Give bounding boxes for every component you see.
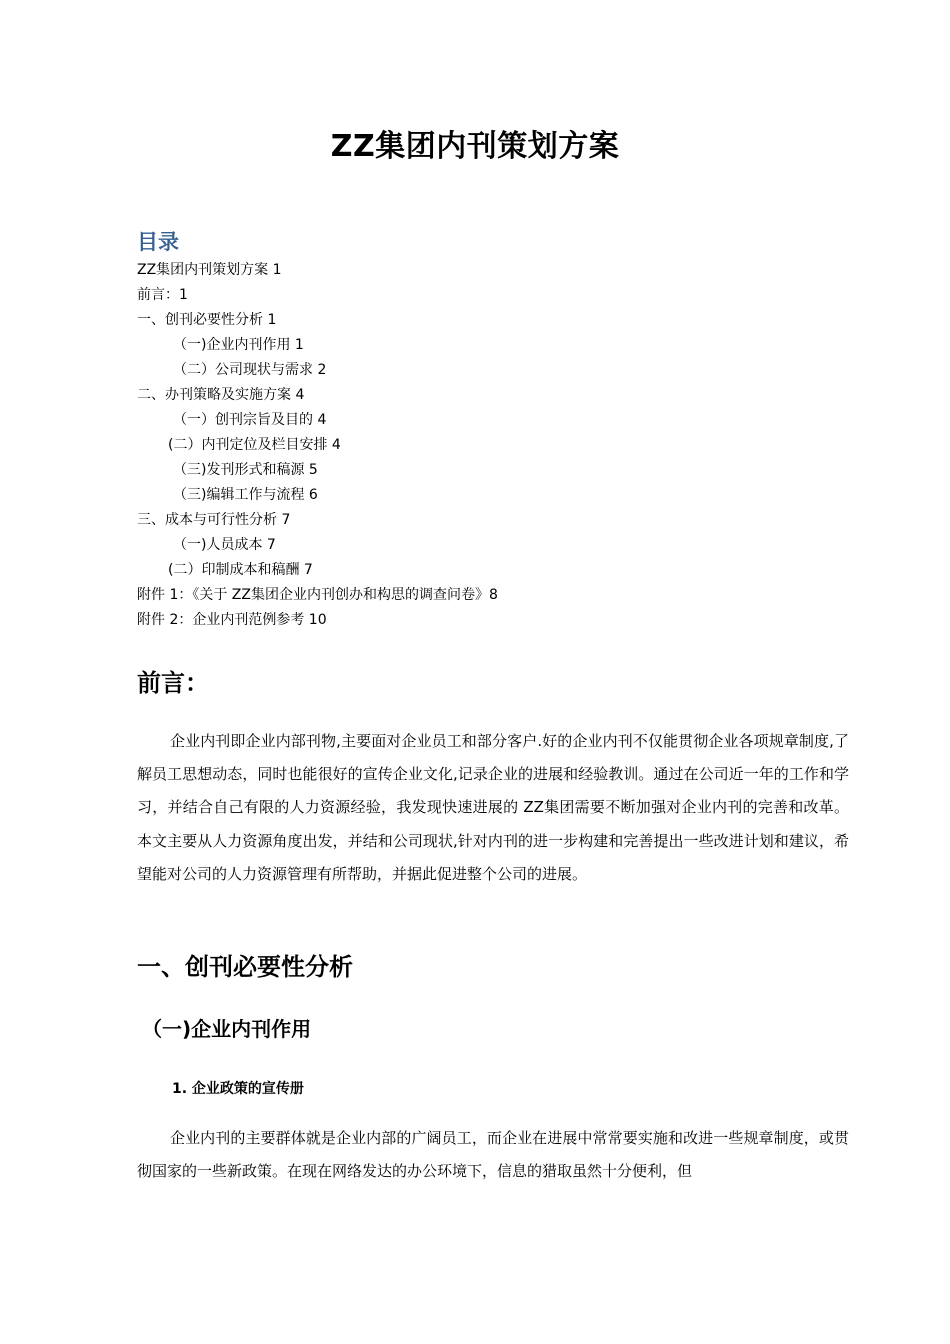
toc-item[interactable]: （三)发刊形式和稿源 5 (173, 462, 318, 478)
toc-item[interactable]: 附件 2：企业内刊范例参考 10 (137, 612, 327, 628)
document-title: ZZ集团内刊策划方案 (330, 129, 620, 164)
preface-paragraph: 企业内刊即企业内部刊物,主要面对企业员工和部分客户.好的企业内刊不仅能贯彻企业各项规章制度,了解员工思想动态，同时也能很好的宣传企业文化,记录企业的进展和经验教训。通过在公司近一年的工作和学习，并结合自己有限的人力资源经验，我发现快速进展的 ZZ集团需要不断加强对企业内刊的完善和改革。本文主要从人力资源角度出发，并结和公司现状,针对内刊的进一步构建和完善提出一些改进计划和建议，希望能对公司的人力资源管理有所帮助，并据此促进整个公司的进展。 (137, 732, 849, 883)
body-paragraph: 企业内刊的主要群体就是企业内部的广阔员工，而企业在进展中常常要实施和改进一些规章制度，或贯彻国家的一些新政策。在现在网络发达的办公环境下，信息的猎取虽然十分便利，但 (137, 1129, 849, 1181)
toc-item[interactable]: 二、办刊策略及实施方案 4 (137, 387, 305, 403)
toc-item[interactable]: （二）公司现状与需求 2 (173, 362, 327, 378)
preface-heading: 前言： (137, 669, 209, 697)
toc-item[interactable]: （三)编辑工作与流程 6 (173, 487, 318, 503)
item-heading: 1. 企业政策的宣传册 (172, 1081, 304, 1097)
toc-item[interactable]: (二）内刊定位及栏目安排 4 (168, 437, 341, 453)
toc-heading: 目录 (137, 230, 179, 254)
toc-item[interactable]: 附件 1：《关于 ZZ集团企业内刊创办和构思的调查问卷》8 (137, 587, 498, 603)
toc-item[interactable]: 一、创刊必要性分析 1 (137, 312, 277, 328)
toc-item[interactable]: （一)企业内刊作用 1 (173, 337, 304, 353)
toc-item[interactable]: ZZ集团内刊策划方案 1 (137, 262, 282, 278)
toc-item[interactable]: （一）创刊宗旨及目的 4 (173, 412, 327, 428)
toc-item[interactable]: （一)人员成本 7 (173, 537, 276, 553)
table-of-contents (137, 258, 857, 633)
toc-item[interactable]: (二）印制成本和稿酬 7 (168, 562, 313, 578)
toc-item[interactable]: 三、成本与可行性分析 7 (137, 512, 291, 528)
subsection-heading: （一)企业内刊作用 (142, 1017, 312, 1041)
section-heading: 一、创刊必要性分析 (137, 953, 353, 981)
toc-item[interactable]: 前言：1 (137, 287, 188, 303)
